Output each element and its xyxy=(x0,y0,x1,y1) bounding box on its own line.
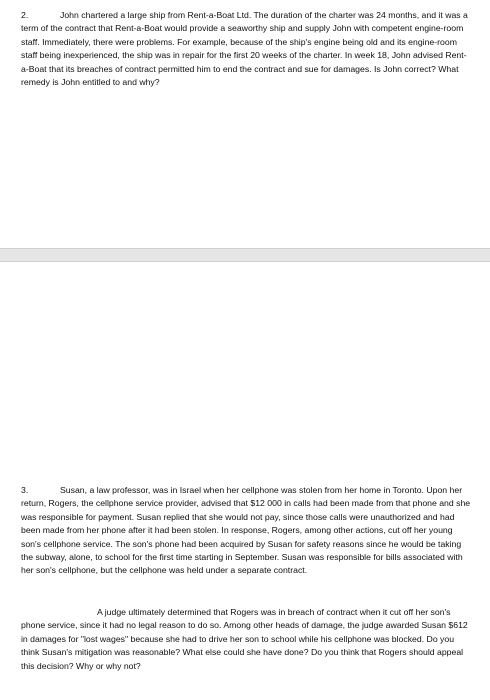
question-3-text-1: Susan, a law professor, was in Israel when her cellphone was stolen from her home in Toronto. Upon her return, Rogers, the cellphone service provider, advised that $12 000 in calls had been made from that phone and she was responsible for payment. Susan replied that she would not pay, since those calls were unauthorized and had been made from her phone after it had been stolen. In response, Rogers, among other actions, cut off her young son's cellphone service. The son's phone had been acquired by Susan for safety reasons since he would be taking the subway, alone, to school for the first time starting in September. Susan was responsible for bills associated with her son's cellphone, but the cellphone was held under a separate contract. xyxy=(21,485,471,576)
page-separator xyxy=(0,248,490,262)
question-3-paragraph-2 xyxy=(21,606,473,673)
question-2-number: 2. xyxy=(21,10,29,20)
question-3-text-2: A judge ultimately determined that Rogers was in breach of contract when it cut off her son's phone service, since it had no legal reason to do so. Among other heads of damage, the judge awarded Susan $612 in damages for "lost wages" because she had to drive her son to school while his cellphone was blocked. Do you think Susan's mitigation was reasonable? What else could she have done? Do you think that Rogers should appeal this decision? Why or why not? xyxy=(21,607,468,671)
question-2 xyxy=(21,9,473,89)
question-3-paragraph-1 xyxy=(21,484,473,578)
document-page-1 xyxy=(0,0,490,248)
question-2-text: John chartered a large ship from Rent-a-Boat Ltd. The duration of the charter was 24 months, and it was a term of the contract that Rent-a-Boat would provide a seaworthy ship and supply John with competent engine-room staff. Immediately, there were problems. For example, because of the ship's engine being old and its engine-room staff being inexperienced, the ship was in repair for the first 20 weeks of the charter. In week 18, John advised Rent-a-Boat that its breaches of contract permitted him to end the contract and sue for damages. Is John correct? What remedy is John entitled to and why? xyxy=(21,10,468,88)
question-3-number: 3. xyxy=(21,485,29,495)
